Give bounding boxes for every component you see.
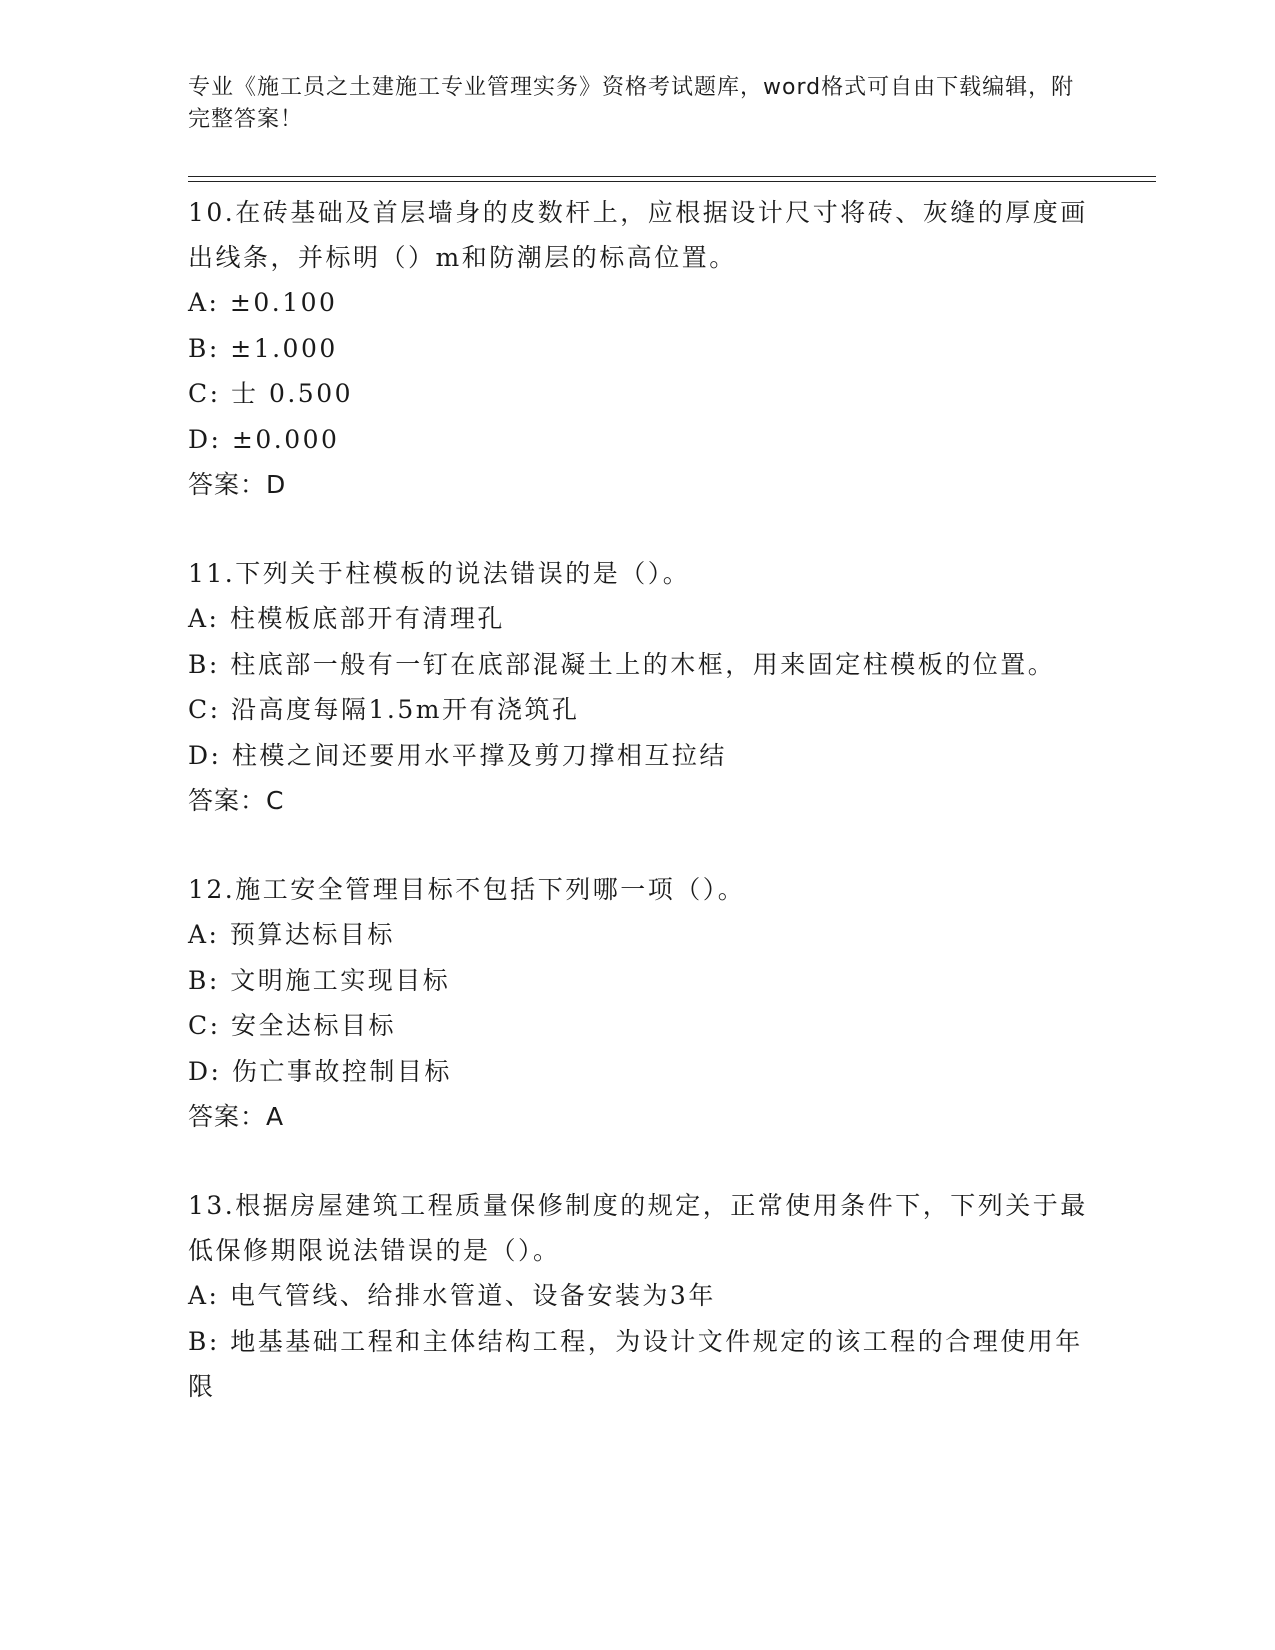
- question-spacer: [188, 823, 1088, 867]
- question-stem: 11.下列关于柱模板的说法错误的是（）。: [188, 559, 691, 588]
- option-c: C: 士 0.500: [188, 379, 354, 408]
- option-a: A: ±0.100: [188, 288, 338, 317]
- answer: 答案：C: [188, 786, 285, 815]
- header-divider-top: [188, 176, 1156, 177]
- question-11: [188, 551, 1088, 823]
- question-spacer: [188, 507, 1088, 551]
- option-b: B: 柱底部一般有一钉在底部混凝土上的木框，用来固定柱模板的位置。: [188, 649, 1056, 679]
- question-13: [188, 1183, 1088, 1410]
- answer: 答案：A: [188, 1102, 285, 1131]
- option-b: B: 地基基础工程和主体结构工程，为设计文件规定的该工程的合理使用年限: [188, 1326, 1083, 1401]
- option-a: A: 预算达标目标: [188, 920, 395, 949]
- document-header: 专业《施工员之土建施工专业管理实务》资格考试题库，word格式可自由下载编辑，附完整答案！: [188, 75, 1075, 132]
- question-spacer: [188, 1139, 1088, 1183]
- option-b: B: ±1.000: [188, 333, 338, 363]
- question-stem: 10.在砖基础及首层墙身的皮数杆上，应根据设计尺寸将砖、灰缝的厚度画出线条，并标明（）m和防潮层的标高位置。: [188, 198, 1088, 272]
- option-c: C: 沿高度每隔1.5m开有浇筑孔: [188, 695, 580, 724]
- question-stem: 13.根据房屋建筑工程质量保修制度的规定，正常使用条件下，下列关于最低保修期限说法错误的是（）。: [188, 1191, 1088, 1265]
- question-10: [188, 190, 1088, 507]
- option-a: A: 柱模板底部开有清理孔: [188, 604, 505, 633]
- option-a: A: 电气管线、给排水管道、设备安装为3年: [188, 1281, 716, 1310]
- question-12: [188, 867, 1088, 1139]
- header-divider-bottom: [188, 181, 1156, 182]
- option-d: D: 伤亡事故控制目标: [188, 1056, 452, 1086]
- option-d: D: 柱模之间还要用水平撑及剪刀撑相互拉结: [188, 740, 727, 770]
- answer: 答案：D: [188, 470, 287, 499]
- question-stem: 12.施工安全管理目标不包括下列哪一项（）。: [188, 875, 746, 904]
- option-d: D: ±0.000: [188, 424, 340, 454]
- option-c: C: 安全达标目标: [188, 1011, 396, 1040]
- question-list: [188, 190, 1088, 1410]
- option-b: B: 文明施工实现目标: [188, 965, 451, 995]
